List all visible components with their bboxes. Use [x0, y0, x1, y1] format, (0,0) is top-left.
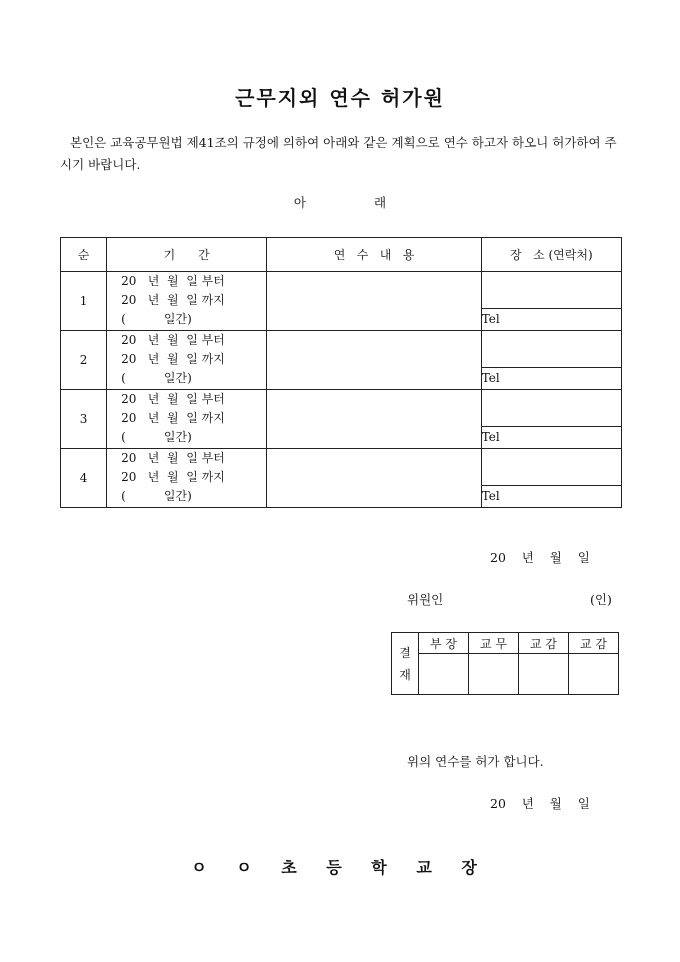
table-row — [61, 449, 622, 486]
place-cell[interactable] — [481, 272, 621, 309]
period-days: ( 일간) — [121, 312, 192, 326]
period-cell[interactable] — [107, 449, 267, 508]
header-period: 기 간 — [107, 238, 267, 272]
period-cell[interactable] — [107, 390, 267, 449]
content-cell[interactable] — [267, 331, 481, 390]
approval-column-header: 교 무 — [469, 633, 519, 654]
row-number: 3 — [61, 390, 107, 449]
approval-column-header: 교 감 — [569, 633, 619, 654]
period-to: 20 년 월 일 까지 — [121, 411, 225, 425]
intro-paragraph: 본인은 교육공무원법 제41조의 규정에 의하여 아래와 같은 계획으로 연수 하고자 하오니 허가하여 주시기 바랍니다. — [60, 135, 617, 172]
period-days: ( 일간) — [121, 430, 192, 444]
row-number: 1 — [61, 272, 107, 331]
approval-box — [391, 632, 619, 695]
period-from: 20 년 월 일 부터 — [121, 274, 225, 288]
approval-column-header: 부 장 — [419, 633, 469, 654]
tel-cell[interactable]: Tel — [481, 368, 621, 390]
content-cell[interactable] — [267, 390, 481, 449]
tel-cell[interactable]: Tel — [481, 427, 621, 449]
below-heading — [0, 193, 680, 211]
table-row — [61, 272, 622, 309]
approve-date[interactable]: 20 년 월 일 — [490, 796, 590, 811]
period-cell[interactable] — [107, 272, 267, 331]
approval-label: 결 재 — [392, 633, 419, 695]
document-title: 근무지외 연수 허가원 — [235, 86, 445, 110]
place-cell[interactable] — [481, 449, 621, 486]
approval-sign-box[interactable] — [469, 654, 519, 695]
content-cell[interactable] — [267, 449, 481, 508]
period-to: 20 년 월 일 까지 — [121, 352, 225, 366]
table-row — [61, 331, 622, 368]
row-number: 2 — [61, 331, 107, 390]
signature-date[interactable]: 20 년 월 일 — [490, 550, 590, 565]
approval-sign-box[interactable] — [419, 654, 469, 695]
applicant-label: 위원인 — [407, 592, 444, 607]
period-days: ( 일간) — [121, 371, 192, 385]
period-to: 20 년 월 일 까지 — [121, 293, 225, 307]
table-header-row — [61, 238, 622, 272]
period-from: 20 년 월 일 부터 — [121, 392, 225, 406]
approve-text: 위의 연수를 허가 합니다. — [407, 754, 544, 769]
period-from: 20 년 월 일 부터 — [121, 333, 225, 347]
place-cell[interactable] — [481, 331, 621, 368]
below-heading-a: 아 — [293, 195, 306, 210]
tel-cell[interactable]: Tel — [481, 309, 621, 331]
period-days: ( 일간) — [121, 489, 192, 503]
approval-column-header: 교 감 — [519, 633, 569, 654]
row-number: 4 — [61, 449, 107, 508]
place-cell[interactable] — [481, 390, 621, 427]
training-schedule-table — [60, 237, 622, 508]
principal-signature: ㅇ ㅇ 초 등 학 교 장 — [191, 858, 489, 877]
period-cell[interactable] — [107, 331, 267, 390]
table-row — [61, 390, 622, 427]
tel-cell[interactable]: Tel — [481, 486, 621, 508]
below-heading-b: 래 — [374, 195, 387, 210]
period-from: 20 년 월 일 부터 — [121, 451, 225, 465]
header-no: 순 — [61, 238, 107, 272]
seal-label: (인) — [590, 592, 612, 607]
header-place: 장 소 (연락처) — [481, 238, 621, 272]
period-to: 20 년 월 일 까지 — [121, 470, 225, 484]
approval-sign-box[interactable] — [569, 654, 619, 695]
header-content: 연 수 내 용 — [267, 238, 481, 272]
approval-sign-box[interactable] — [519, 654, 569, 695]
content-cell[interactable] — [267, 272, 481, 331]
